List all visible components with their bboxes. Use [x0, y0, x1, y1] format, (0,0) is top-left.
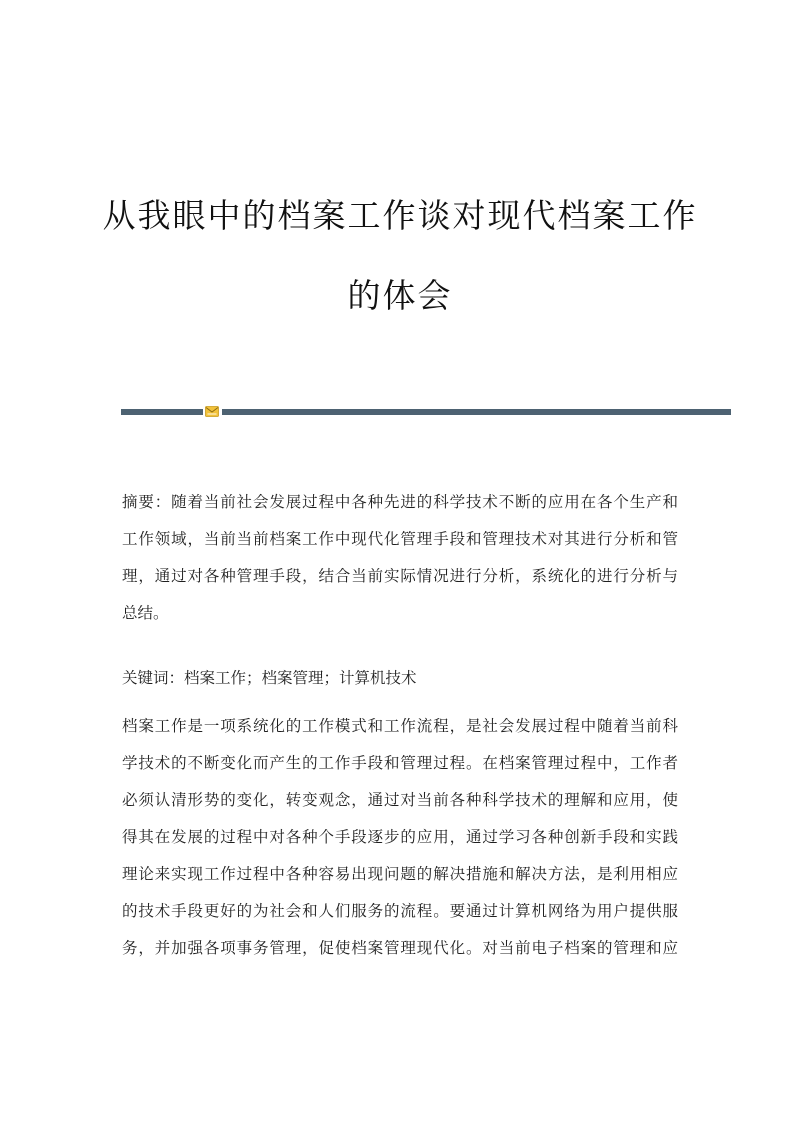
body-paragraph — [122, 708, 678, 967]
paragraph-line: 学技术的不断变化而产生的工作手段和管理过程。在档案管理过程中，工作者 — [122, 754, 678, 772]
abstract-line: 理，通过对各种管理手段，结合当前实际情况进行分析，系统化的进行分析与 — [122, 567, 678, 585]
envelope-icon — [205, 406, 219, 417]
abstract-section — [122, 484, 678, 632]
paragraph-line: 的技术手段更好的为社会和人们服务的流程。要通过计算机网络为用户提供服 — [122, 902, 678, 920]
paragraph-line: 理论来实现工作过程中各种容易出现问题的解决措施和解决方法，是利用相应 — [122, 865, 678, 883]
title-divider-right — [222, 409, 731, 415]
document-title-line-2: 的体会 — [347, 276, 453, 315]
keywords-line: 关键词：档案工作；档案管理；计算机技术 — [122, 669, 417, 687]
paragraph-line: 务，并加强各项事务管理，促使档案管理现代化。对当前电子档案的管理和应 — [122, 939, 678, 957]
abstract-line: 总结。 — [122, 604, 169, 622]
paragraph-line: 档案工作是一项系统化的工作模式和工作流程，是社会发展过程中随着当前科 — [122, 717, 678, 735]
abstract-line: 摘要：随着当前社会发展过程中各种先进的科学技术不断的应用在各个生产和 — [122, 493, 678, 511]
document-title-line-1: 从我眼中的档案工作谈对现代档案工作 — [102, 196, 698, 235]
abstract-line: 工作领域，当前当前档案工作中现代化管理手段和管理技术对其进行分析和管 — [122, 530, 678, 548]
paragraph-line: 必须认清形势的变化，转变观念，通过对当前各种科学技术的理解和应用，使 — [122, 791, 678, 809]
title-divider-left — [121, 409, 203, 415]
keywords-section — [122, 660, 678, 697]
paragraph-line: 得其在发展的过程中对各种个手段逐步的应用，通过学习各种创新手段和实践 — [122, 828, 678, 846]
